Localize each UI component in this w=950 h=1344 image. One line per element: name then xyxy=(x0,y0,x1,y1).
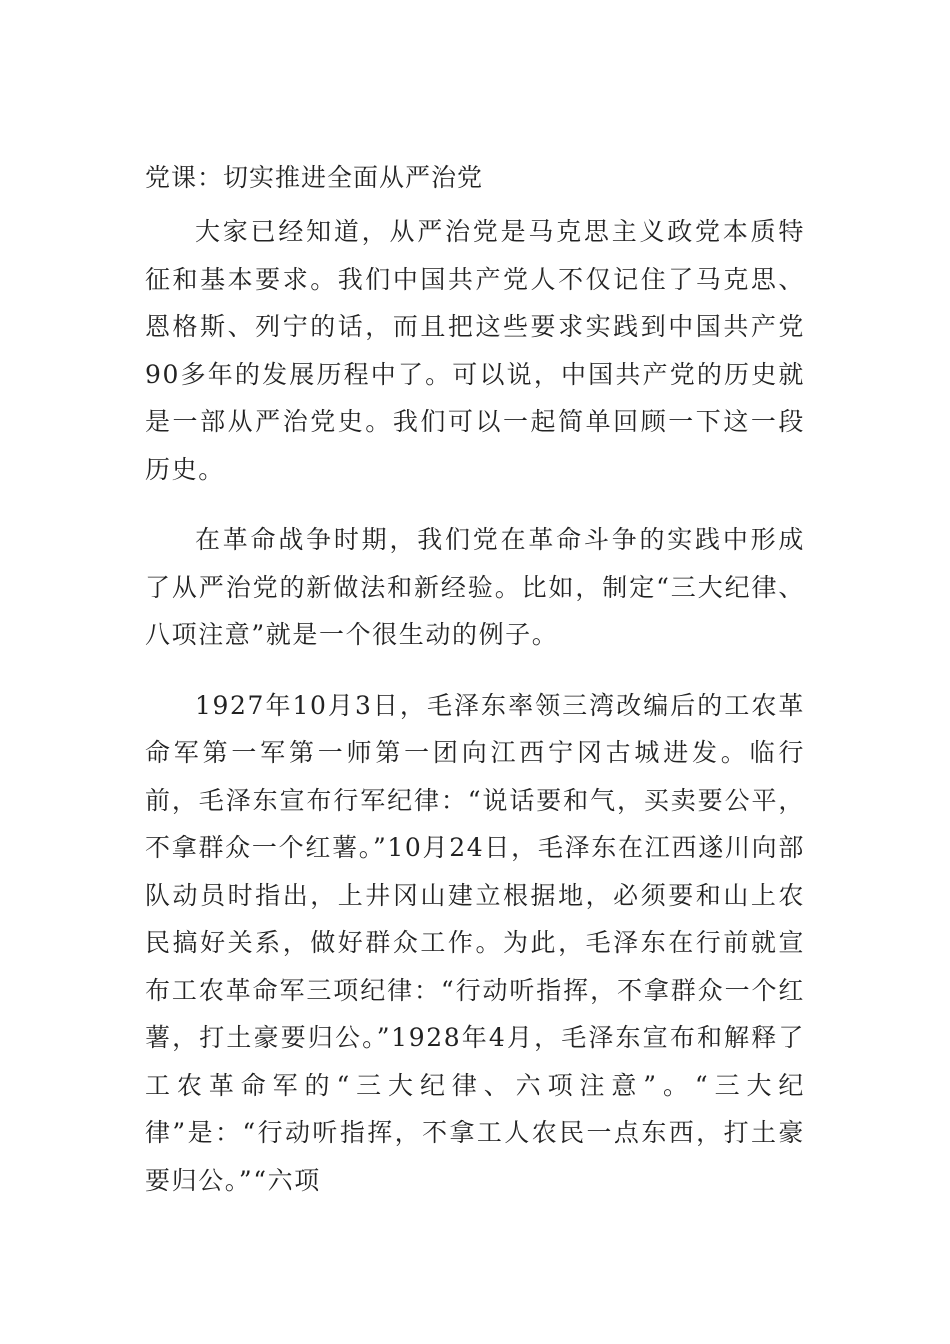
document-title: 党课：切实推进全面从严治党 xyxy=(145,163,484,192)
paragraph-intro: 大家已经知道，从严治党是马克思主义政党本质特征和基本要求。我们中国共产党人不仅记住了马克思、恩格斯、列宁的话，而且把这些要求实践到中国共产党90多年的发展历程中了。可以说，中国共产党的历史就是一部从严治党史。我们可以一起简单回顾一下这一段历史。 xyxy=(145,217,805,484)
paragraph-revolutionary-period: 在革命战争时期，我们党在革命斗争的实践中形成了从严治党的新做法和新经验。比如，制定“三大纪律、八项注意”就是一个很生动的例子。 xyxy=(145,525,805,649)
document-page xyxy=(145,150,805,1227)
paragraph-1927-history: 1927年10月3日，毛泽东率领三湾改编后的工农革命军第一军第一师第一团向江西宁冈古城进发。临行前，毛泽东宣布行军纪律：“说话要和气，买卖要公平，不拿群众一个红薯。”10月24日，毛泽东在江西遂川向部队动员时指出，上井冈山建立根据地，必须要和山上农民搞好关系，做好群众工作。为此，毛泽东在行前就宣布工农革命军三项纪律：“行动听指挥，不拿群众一个红薯，打土豪要归公。”1928年4月，毛泽东宣布和解释了工农革命军的“三大纪律、六项注意”。“三大纪律”是：“行动听指挥，不拿工人农民一点东西，打土豪要归公。”“六项 xyxy=(145,690,805,1195)
